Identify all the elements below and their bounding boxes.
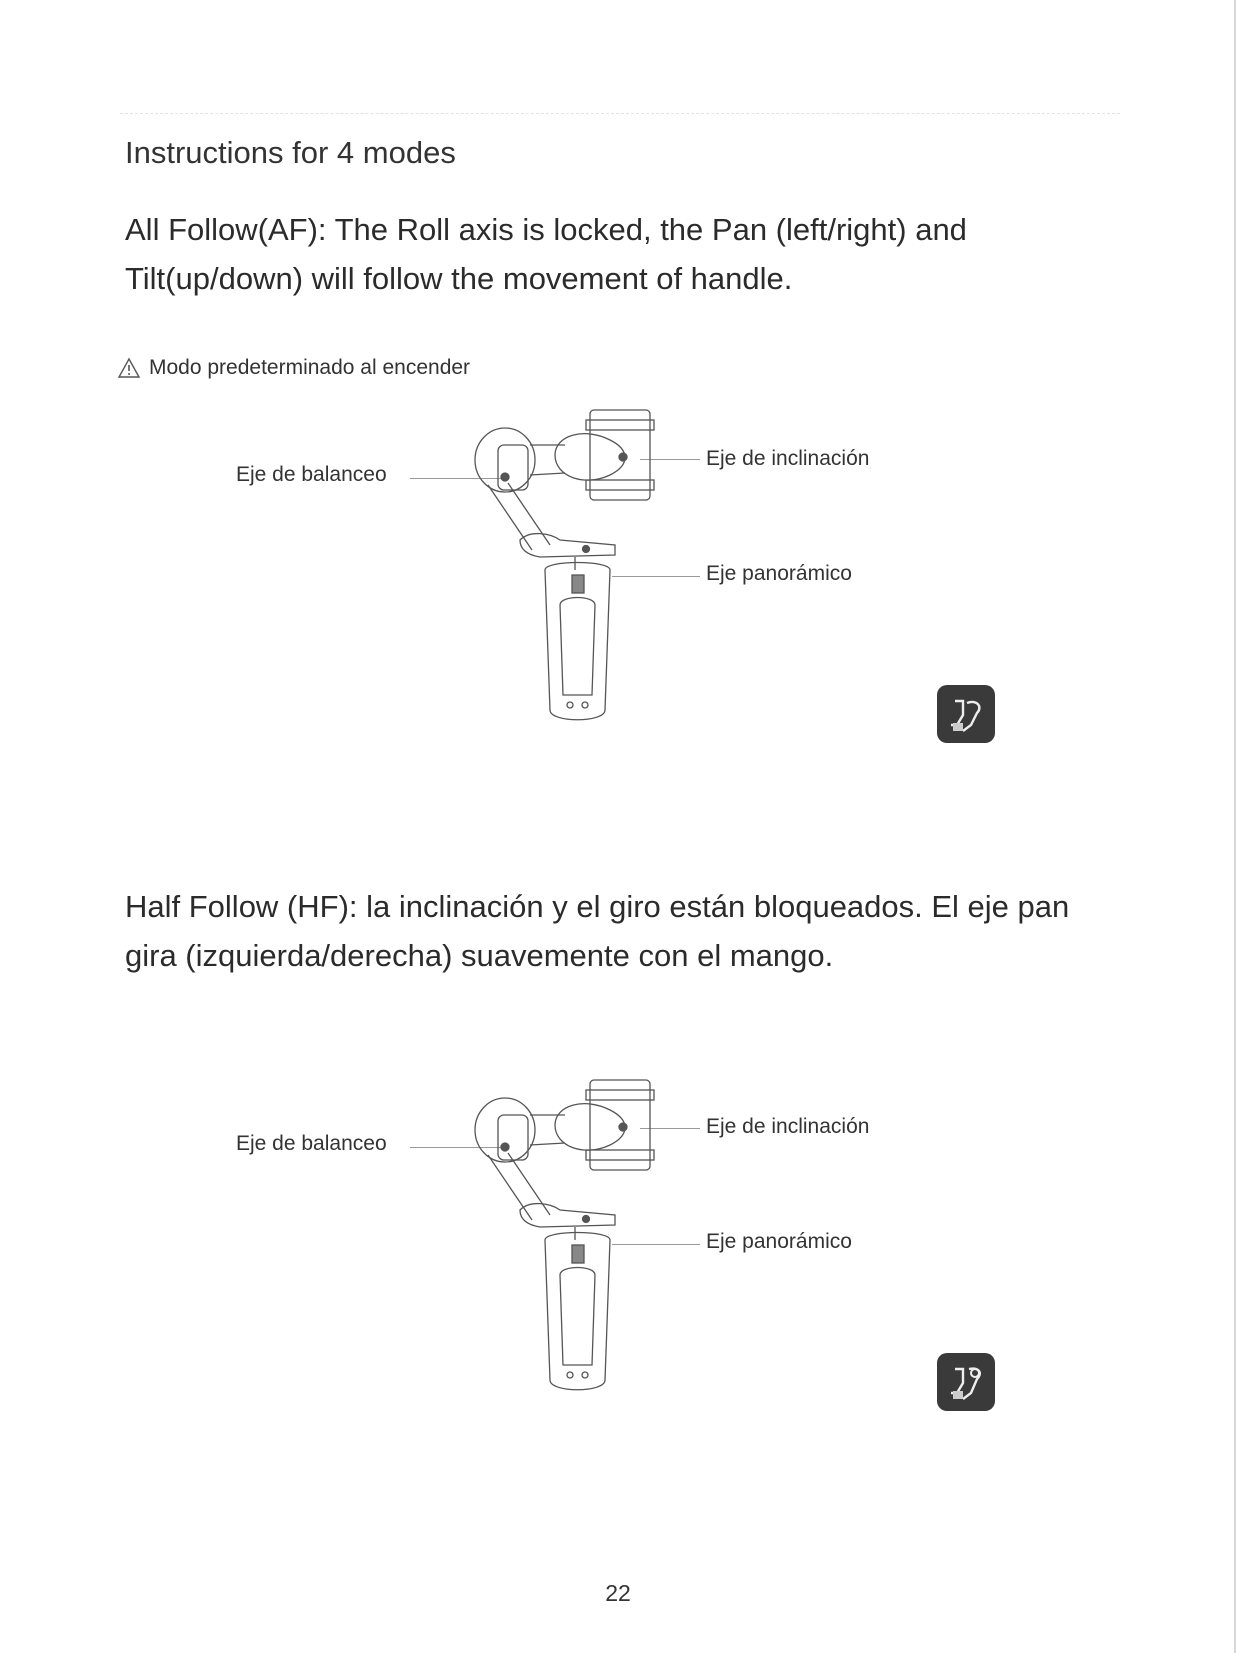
af-tilt-axis-label: Eje de inclinación (706, 447, 870, 470)
hf-description: Half Follow (HF): la inclinación y el giro están bloqueados. El eje pan gira (izquierda/derecha) suavemente con el mango. (125, 889, 1070, 973)
hf-roll-axis-label: Eje de balanceo (236, 1132, 387, 1155)
page-number: 22 (605, 1580, 631, 1606)
all-follow-mode-icon (937, 685, 995, 743)
af-gimbal-illustration (380, 405, 680, 745)
default-mode-note (117, 356, 470, 380)
gimbal-mode-glyph-icon (937, 1353, 995, 1411)
half-follow-mode-icon (937, 1353, 995, 1411)
hf-tilt-axis-label: Eje de inclinación (706, 1115, 870, 1138)
af-roll-axis-label: Eje de balanceo (236, 463, 387, 486)
note-text: Modo predeterminado al encender (149, 356, 471, 379)
page-heading: Instructions for 4 modes (125, 135, 456, 170)
af-description: All Follow(AF): The Roll axis is locked, the Pan (left/right) and Tilt(up/down) will follow the movement of handle. (125, 212, 967, 296)
top-rule (120, 113, 1120, 114)
gimbal-mode-glyph-icon (937, 685, 995, 743)
hf-pan-axis-label: Eje panorámico (706, 1230, 852, 1253)
hf-gimbal-illustration (380, 1075, 680, 1415)
warning-icon (117, 357, 141, 379)
af-pan-axis-label: Eje panorámico (706, 562, 852, 585)
